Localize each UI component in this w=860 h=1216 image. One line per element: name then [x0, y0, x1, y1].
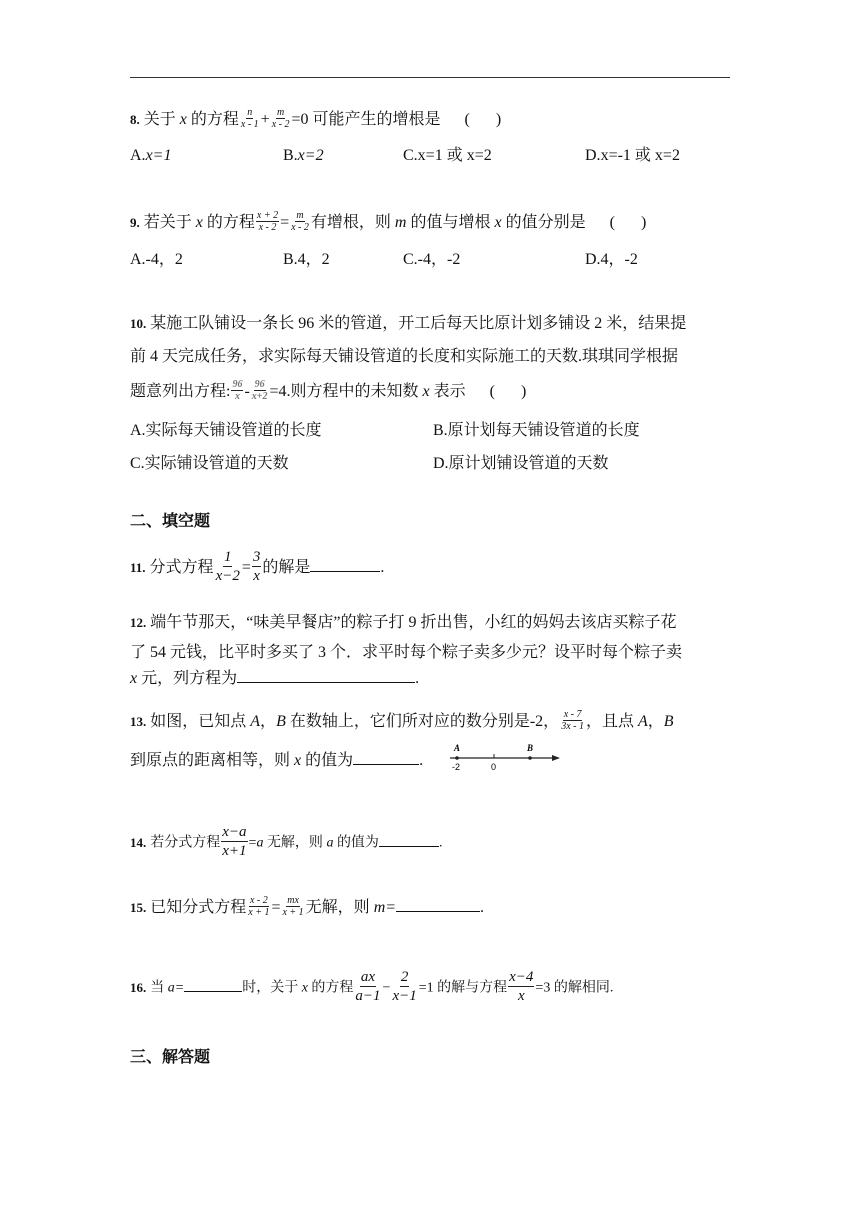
answer-blank[interactable]	[396, 897, 480, 912]
fraction: $\frac{2}{x-1}$	[392, 969, 417, 1004]
answer-blank[interactable]	[184, 977, 242, 992]
question-number: 16.	[130, 979, 147, 995]
question-number: 15.	[130, 900, 147, 916]
fraction: $\frac{3}{x}$	[252, 549, 261, 584]
answer-blank[interactable]	[379, 832, 439, 847]
header-rule	[130, 77, 730, 78]
question-12-line-2: 了 54 元钱，比平时多买了 3 个．求平时每个粽子卖多少元？设平时每个粽子卖	[130, 644, 683, 661]
fraction: $\frac{x-a}{x+1}$	[222, 824, 247, 859]
question-12-line-3: x 元，列方程为 .	[130, 670, 420, 687]
fraction: $\frac{1}{x-2}$	[215, 549, 240, 584]
option-b: B.4，2	[283, 251, 330, 268]
fraction: $\frac{96}{x}$	[232, 379, 243, 402]
option-c: C.x=1 或 x=2	[403, 147, 492, 164]
fraction: $\frac{96}{x+2}$	[251, 379, 268, 402]
tick-label-neg2: -2	[452, 762, 461, 772]
option-a: A.实际每天铺设管道的长度	[130, 422, 322, 439]
question-number: 12.	[130, 615, 147, 630]
point-b	[528, 756, 532, 760]
fraction: $\frac{x - 7}{3x - 1}$	[561, 709, 584, 732]
question-13-line-1: 13. 如图，已知点 A，B 在数轴上，它们所对应的数分别是-2， $\frac{x - 7}{3x - 1}$ ，且点 A，B	[130, 709, 674, 732]
option-d: D.原计划铺设管道的天数	[433, 455, 609, 472]
section-heading-fill-in: 二、填空题	[130, 511, 211, 530]
answer-blank[interactable]	[353, 750, 419, 765]
answer-blank[interactable]	[237, 668, 415, 683]
question-11: 11. 分式方程 $\frac{1}{x-2}$ = $\frac{3}{x}$ 的解是 .	[130, 549, 385, 584]
question-number: 8.	[130, 112, 140, 128]
answer-blank[interactable]	[310, 557, 380, 572]
answer-bracket: ( )	[609, 214, 647, 232]
section-heading-answer: 三、解答题	[130, 1047, 211, 1066]
question-10-line-2: 前 4 天完成任务，求实际每天铺设管道的长度和实际施工的天数.琪琪同学根据	[130, 348, 679, 365]
label-a: A	[454, 743, 461, 753]
fraction: $\frac{m}{x - 2}$	[291, 210, 309, 233]
answer-bracket: ( )	[464, 111, 502, 129]
question-16: 16. 当 a= 时，关于 x 的方程 $\frac{ax}{a-1}$ − $\frac{2}{x-1}$ =1 的解与方程 $\frac{x-4}{x}$ =3 的解相同.	[130, 969, 614, 1004]
question-10-line-1: 10. 某施工队铺设一条长 96 米的管道，开工后每天比原计划多铺设 2 米，结果提	[130, 315, 687, 332]
question-15: 15. 已知分式方程 $\frac{x - 2}{x + 1}$ = $\frac{mx}{x + 1}$ 无解，则 m= .	[130, 895, 485, 918]
label-b: B	[527, 743, 534, 753]
option-a: A.x=1	[130, 147, 172, 164]
option-c: C.实际铺设管道的天数	[130, 455, 289, 472]
option-c: C.-4，-2	[403, 251, 461, 268]
question-13-line-2: 到原点的距离相等，则 x 的值为 .	[130, 752, 424, 769]
option-b: B.原计划每天铺设管道的长度	[433, 422, 640, 439]
option-d: D.4，-2	[585, 251, 638, 268]
question-number: 11.	[130, 560, 146, 576]
arrow-icon	[552, 755, 560, 761]
question-8: 8. 关于 x 的方程 $\frac{n}{x - 1}$ + $\frac{m}{x - 2}$ =0 可能产生的增根是 ( )	[130, 107, 502, 130]
tick-label-0: 0	[491, 762, 497, 772]
question-number: 10.	[130, 316, 147, 331]
fraction: $\frac{m}{x - 2}$	[271, 107, 290, 130]
point-a	[455, 756, 459, 760]
question-12-line-1: 12. 端午节那天，“味美早餐店”的粽子打 9 折出售，小红的妈妈去该店买粽子花	[130, 614, 677, 631]
question-number: 13.	[130, 714, 147, 730]
fraction: $\frac{x + 2}{x - 2}$	[256, 210, 279, 233]
option-d: D.x=-1 或 x=2	[585, 147, 680, 164]
number-line-figure	[450, 742, 560, 772]
question-9: 9. 若关于 x 的方程 $\frac{x + 2}{x - 2}$ = $\frac{m}{x - 2}$ 有增根，则 m 的值与增根 x 的值分别是 ( )	[130, 210, 647, 233]
option-b: B.x=2	[283, 147, 324, 164]
question-number: 14.	[130, 834, 147, 850]
question-10-line-3: 题意列出方程: $\frac{96}{x}$ - $\frac{96}{x+2}$ =4.则方程中的未知数 x 表示 ( )	[130, 379, 527, 402]
fraction: $\frac{x - 2}{x + 1}$	[248, 895, 270, 918]
fraction: $\frac{n}{x - 1}$	[240, 107, 259, 130]
fraction: $\frac{x-4}{x}$	[509, 969, 534, 1004]
question-14: 14. 若分式方程 $\frac{x-a}{x+1}$ =a 无解，则 a 的值为 .	[130, 824, 443, 859]
option-a: A.-4，2	[130, 251, 183, 268]
fraction: $\frac{mx}{x + 1}$	[282, 895, 304, 918]
answer-bracket: ( )	[489, 383, 527, 401]
question-number: 9.	[130, 215, 140, 231]
fraction: $\frac{ax}{a-1}$	[355, 969, 381, 1004]
